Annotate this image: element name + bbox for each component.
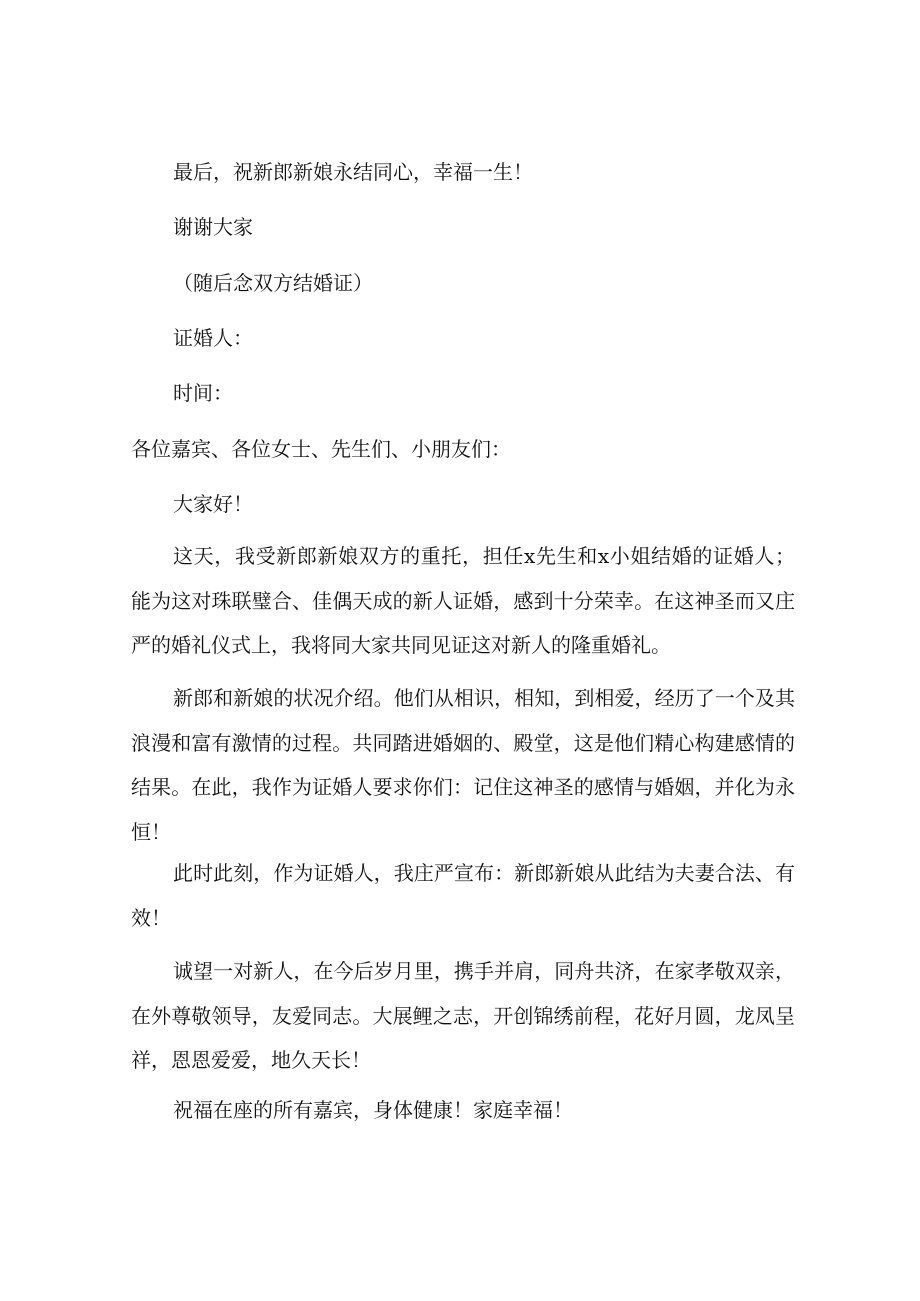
greeting: 大家好！	[173, 492, 253, 516]
salutation: 各位嘉宾、各位女士、先生们、小朋友们：	[131, 437, 511, 461]
witness-label: 证婚人：	[173, 326, 253, 350]
closing-blessing: 最后，祝新郎新娘永结同心，幸福一生！	[173, 160, 533, 184]
paragraph-entrusted: 这天，我受新郎新娘双方的重托，担任x先生和x小姐结婚的证婚人；能为这对珠联璧合、佳偶天成的新人证婚，感到十分荣幸。在这神圣而又庄严的婚礼仪式上，我将同大家共同见证这对新人的隆重婚礼。	[131, 544, 795, 657]
marriage-certificate-note: （随后念双方结婚证）	[173, 271, 373, 295]
final-wish: 祝福在座的所有嘉宾，身体健康！家庭幸福！	[173, 1098, 573, 1122]
time-label: 时间：	[173, 381, 233, 405]
paragraph-declaration: 此时此刻，作为证婚人，我庄严宣布：新郎新娘从此结为夫妻合法、有效！	[131, 861, 795, 930]
paragraph-introduction: 新郎和新娘的状况介绍。他们从相识，相知，到相爱，经历了一个及其浪漫和富有激情的过程。共同踏进婚姻的、殿堂，这是他们精心构建感情的结果。在此，我作为证婚人要求你们：记住这神圣的感情与婚姻，并化为永恒！	[131, 686, 795, 844]
paragraph-wishes: 诚望一对新人，在今后岁月里，携手并肩，同舟共济，在家孝敬双亲，在外尊敬领导，友爱同志。大展鲤之志，开创锦绣前程，花好月圆，龙凤呈祥，恩恩爱爱，地久天长！	[131, 959, 795, 1072]
thanks-line: 谢谢大家	[173, 215, 253, 239]
